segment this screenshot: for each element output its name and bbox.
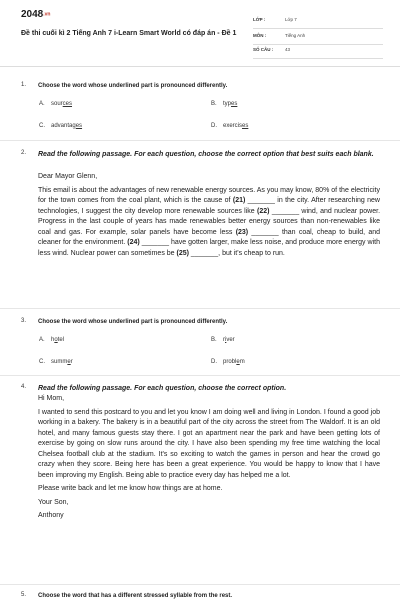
question-5: 5. Choose the word that has a different stressed syllable from the rest. [21,592,233,599]
divider [0,375,400,376]
exam-title: Đề thi cuối kì 2 Tiếng Anh 7 i-Learn Smart World có đáp án - Đề 1 [21,30,237,37]
info-class: LỚP : Lớp 7 [253,14,383,29]
passage-4 [38,394,380,525]
q3-option-a[interactable]: A. hotel [39,337,65,343]
q3-option-b[interactable]: B. river [211,337,235,343]
q1-option-c[interactable]: C. advantages [39,123,83,129]
q1-option-a[interactable]: A. sources [39,101,73,107]
q3-option-d[interactable]: D. problem [211,359,245,365]
passage-2-greeting: Dear Mayor Glenn, [38,173,98,180]
header-divider [0,66,400,67]
site-logo[interactable]: 2048.vn [21,9,51,20]
divider [0,308,400,309]
passage-2-body: This email is about the advantages of new renewable energy sources. As you may know, 80% of the electricity for the town comes from the coal plant, which is the cause of (21) _______ in the city. After researching new technologies, I suggest the city develop more renewable sources like (22) _______ wind, and nuclear power. Progress in the last couple of years has made renewables better energy sources than non-renewables like coal and gas. For example, solar panels have become less (23) _______ than coal, cheap to build, and cleaner for the environment. (24) _______ have gotten larger, make less noise, and produce more energy with less wind. Nuclear power can sometimes be (25) _______, but it's cheap to run. [38,186,381,257]
passage-2 [38,172,380,262]
divider [0,140,400,141]
passage-4-signoff: Your Son, [38,498,69,506]
question-1: 1. Choose the word whose underlined part is pronounced differently. A. sources B. types C. advantages D. exercises [21,82,249,129]
question-4: 4. Read the following passage. For each question, choose the correct option. [21,384,287,392]
passage-4-closing: Please write back and let me know how things are at home. [38,485,223,492]
info-subject: MÔN : Tiếng Anh [253,30,383,45]
q1-option-b[interactable]: B. types [211,101,238,107]
passage-4-body: I wanted to send this postcard to you and let you know I am doing well and living in London. I found a good job working in a bakery. The bakery is in a beautiful part of the city across the street from The Waldorf. It is an old hotel, and many famous guests stay there. I got an apartment near the park and have been getting lots of exercise by going on slow runs around the city. I have also been spending my free time watching the local Chelsea football club at the stadium. It's so exciting to watch the games in person and hear the crowd go crazy when they score. Being here has been a great experience. You would be happy to know that I have been improving my English. Being able to practice every day has helped me a lot. [38,408,380,479]
question-2: 2. Read the following passage. For each question, choose the correct option that best suits each blank. [21,150,374,158]
page-header [0,0,400,58]
q1-option-d[interactable]: D. exercises [211,123,249,129]
divider [0,584,400,585]
info-question-count: SỐ CÂU : 43 [253,44,383,59]
passage-4-signature: Anthony [38,512,64,519]
passage-4-greeting: Hi Mom, [38,395,65,402]
q3-option-c[interactable]: C. summer [39,359,73,365]
question-3: 3. Choose the word whose underlined part is pronounced differently. A. hotel B. river C. summer D. problem [21,318,245,365]
